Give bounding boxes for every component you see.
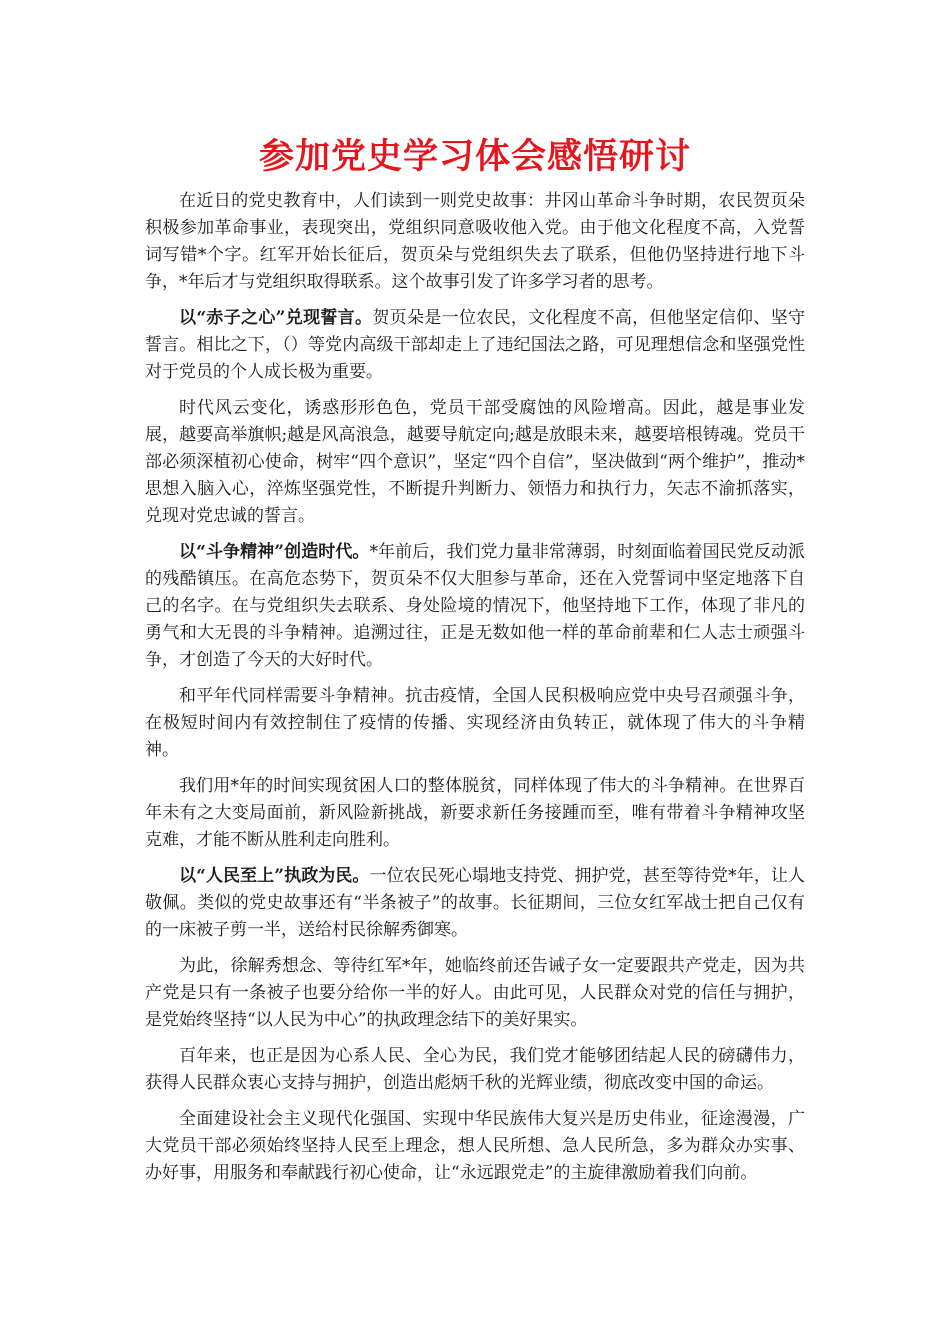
document-title: 参加党史学习体会感悟研讨 bbox=[258, 136, 691, 177]
paragraph-lead: 以“人民至上”执政为民。 bbox=[179, 866, 370, 886]
paragraph-text: 一位农民死心塌地支持党、拥护党，甚至等待党*年，让人敬佩。类似的党史故事还有“半条被子”的故事。长征期间，三位女红军战士把自己仅有的一床被子剪一半，送给村民徐解秀御寒。 bbox=[145, 866, 805, 940]
paragraph bbox=[145, 539, 805, 674]
paragraph-text: 全面建设社会主义现代化强国、实现中华民族伟大复兴是历史伟业，征途漫漫，广大党员干部必须始终坚持人民至上理念，想人民所想、急人民所急，多为群众办实事、办好事，用服务和奉献践行初心使命，让“永远跟党走”的主旋律激励着我们向前。 bbox=[145, 1109, 805, 1183]
paragraph-lead: 以“斗争精神”创造时代。 bbox=[179, 542, 370, 562]
paragraph bbox=[145, 305, 805, 386]
paragraph-text: 我们用*年的时间实现贫困人口的整体脱贫，同样体现了伟大的斗争精神。在世界百年未有之大变局面前，新风险新挑战，新要求新任务接踵而至，唯有带着斗争精神攻坚克难，才能不断从胜利走向胜利。 bbox=[145, 776, 805, 850]
paragraph bbox=[145, 683, 805, 764]
paragraph-text: 贺页朵是一位农民，文化程度不高，但他坚定信仰、坚守誓言。相比之下，（）等党内高级干部却走上了违纪国法之路，可见理想信念和坚强党性对于党员的个人成长极为重要。 bbox=[145, 308, 805, 382]
paragraph-text: 为此，徐解秀想念、等待红军*年，她临终前还告诫子女一定要跟共产党走，因为共产党是只有一条被子也要分给你一半的好人。由此可见，人民群众对党的信任与拥护，是党始终坚持“以人民为中心”的执政理念结下的美好果实。 bbox=[145, 956, 805, 1030]
paragraph bbox=[145, 773, 805, 854]
paragraph bbox=[145, 395, 805, 530]
paragraph-text: 百年来，也正是因为心系人民、全心为民，我们党才能够团结起人民的磅礴伟力，获得人民群众衷心支持与拥护，创造出彪炳千秋的光辉业绩，彻底改变中国的命运。 bbox=[145, 1046, 805, 1093]
paragraph bbox=[145, 863, 805, 944]
paragraph-lead: 以“赤子之心”兑现誓言。 bbox=[179, 308, 373, 328]
paragraph-text: 时代风云变化，诱惑形形色色，党员干部受腐蚀的风险增高。因此，越是事业发展，越要高举旗帜;越是风高浪急，越要导航定向;越是放眼未来，越要培根铸魂。党员干部必须深植初心使命，树牢“四个意识”，坚定“四个自信”，坚决做到“两个维护”，推动*思想入脑入心，淬炼坚强党性，不断提升判断力、领悟力和执行力，矢志不渝抓落实，兑现对党忠诚的誓言。 bbox=[145, 398, 805, 526]
paragraph bbox=[145, 1106, 805, 1187]
paragraph-text: 在近日的党史教育中，人们读到一则党史故事：井冈山革命斗争时期，农民贺页朵积极参加革命事业，表现突出，党组织同意吸收他入党。由于他文化程度不高，入党誓词写错*个字。红军开始长征后，贺页朵与党组织失去了联系，但他仍坚持进行地下斗争，*年后才与党组织取得联系。这个故事引发了许多学习者的思考。 bbox=[145, 191, 805, 292]
paragraph-text: *年前后，我们党力量非常薄弱，时刻面临着国民党反动派的残酷镇压。在高危态势下，贺页朵不仅大胆参与革命，还在入党誓词中坚定地落下自己的名字。在与党组织失去联系、身处险境的情况下，他坚持地下工作，体现了非凡的勇气和大无畏的斗争精神。追溯过往，正是无数如他一样的革命前辈和仁人志士顽强斗争，才创造了今天的大好时代。 bbox=[145, 542, 805, 670]
paragraph bbox=[145, 188, 805, 296]
document-body bbox=[145, 188, 805, 1196]
paragraph-text: 和平年代同样需要斗争精神。抗击疫情，全国人民积极响应党中央号召顽强斗争，在极短时间内有效控制住了疫情的传播、实现经济由负转正，就体现了伟大的斗争精神。 bbox=[145, 686, 805, 760]
paragraph bbox=[145, 1043, 805, 1097]
paragraph bbox=[145, 953, 805, 1034]
